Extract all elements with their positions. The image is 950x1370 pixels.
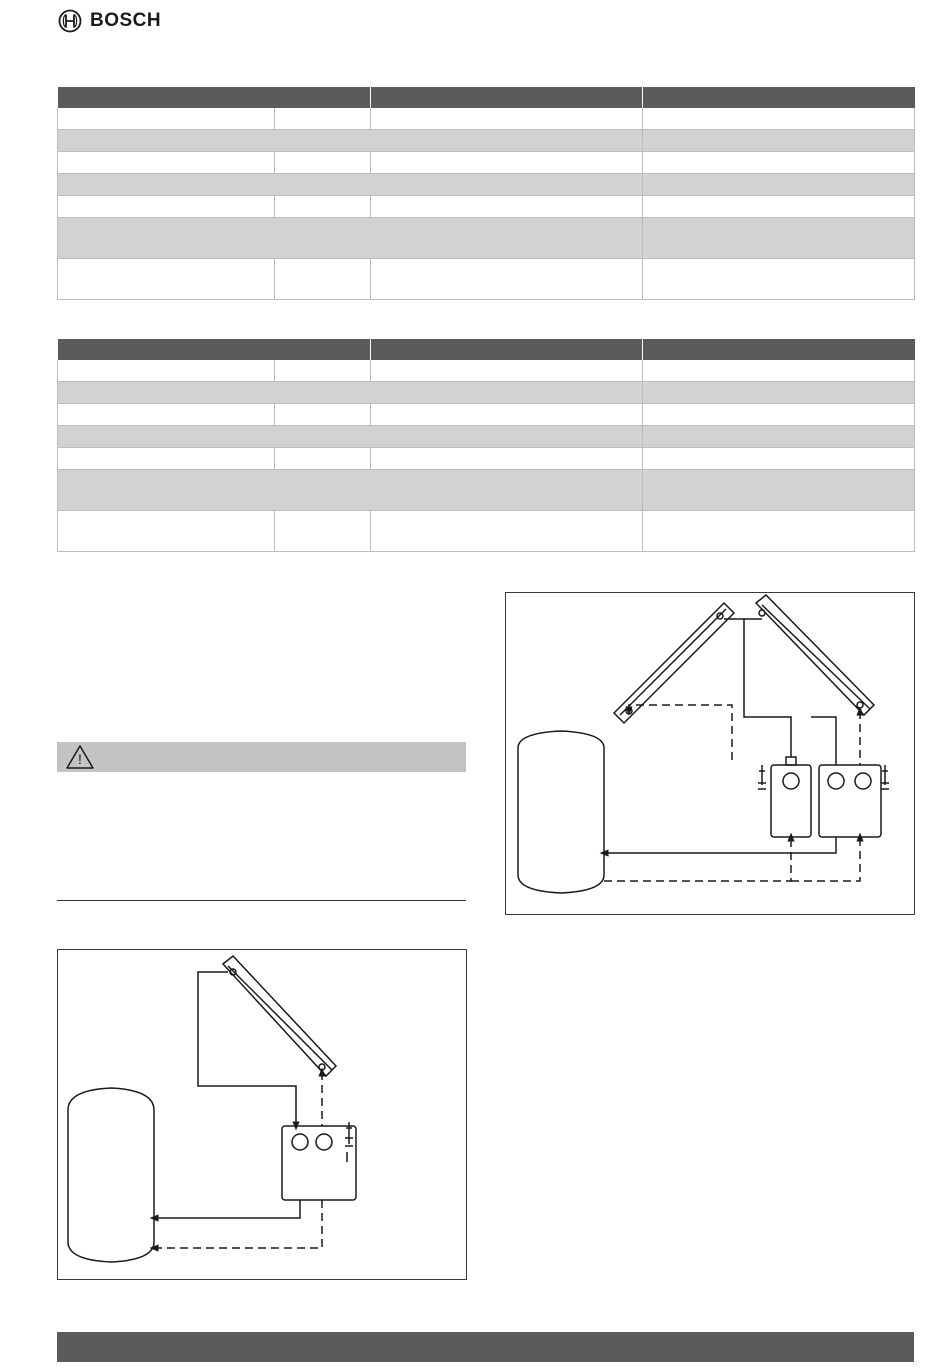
table-row [58, 152, 915, 174]
single-collector-diagram-art [58, 950, 466, 1279]
solar-collector-right [756, 595, 874, 715]
table-cell [58, 511, 275, 552]
table-cell [643, 511, 915, 552]
table-cell [275, 448, 371, 470]
table-cell [371, 382, 643, 404]
table-cell [371, 470, 643, 511]
table-cell [643, 470, 915, 511]
table-cell [643, 382, 915, 404]
table-cell [58, 448, 275, 470]
table-header-cell [58, 87, 371, 108]
warning-triangle-icon [65, 744, 95, 770]
table-cell [58, 196, 275, 218]
table-cell [643, 130, 915, 152]
brand-name: BOSCH [90, 10, 162, 31]
table-cell [58, 259, 275, 300]
table-row [58, 426, 915, 448]
table-cell [371, 130, 643, 152]
pump-station [282, 1122, 356, 1200]
table-cell [275, 360, 371, 382]
table-cell [275, 108, 371, 130]
table-cell [643, 196, 915, 218]
table-cell [58, 382, 371, 404]
table-cell [643, 426, 915, 448]
table-row [58, 511, 915, 552]
table-row [58, 196, 915, 218]
table-cell [371, 196, 643, 218]
table-header-row [58, 87, 915, 108]
table-cell [643, 448, 915, 470]
svg-text:!: ! [78, 751, 82, 767]
section-divider [57, 900, 466, 901]
table-cell [275, 152, 371, 174]
table-cell [275, 404, 371, 426]
table-header-cell [643, 87, 915, 108]
bosch-armature-icon [58, 9, 82, 33]
table-row [58, 382, 915, 404]
table-cell [643, 152, 915, 174]
single-collector-system-diagram [57, 949, 467, 1280]
table-row [58, 174, 915, 196]
table-row [58, 470, 915, 511]
table-cell [371, 448, 643, 470]
table-row [58, 218, 915, 259]
table-cell [371, 108, 643, 130]
table-row [58, 259, 915, 300]
table-cell [371, 259, 643, 300]
table-row [58, 404, 915, 426]
table-cell [275, 196, 371, 218]
table-cell [371, 218, 643, 259]
pump-station-double [819, 765, 889, 837]
table-cell [275, 511, 371, 552]
table-cell [643, 404, 915, 426]
spec-table-1 [57, 87, 915, 300]
table-row [58, 108, 915, 130]
warning-header-bar [57, 742, 466, 772]
table-cell [643, 174, 915, 196]
table-cell [58, 108, 275, 130]
table-cell [58, 174, 371, 196]
table-cell [643, 360, 915, 382]
table-header-cell [643, 339, 915, 360]
table-row [58, 448, 915, 470]
table-cell [371, 511, 643, 552]
twin-collector-system-diagram [505, 592, 915, 915]
table-cell [58, 426, 371, 448]
table-cell [371, 152, 643, 174]
table-row [58, 360, 915, 382]
table-cell [643, 218, 915, 259]
table-cell [371, 426, 643, 448]
storage-tank [68, 1088, 154, 1262]
solar-collector [223, 956, 336, 1076]
table-cell [371, 174, 643, 196]
table-cell [275, 259, 371, 300]
table-cell [643, 108, 915, 130]
twin-collector-diagram-art [506, 593, 914, 914]
brand-logo [58, 8, 161, 34]
table-row [58, 130, 915, 152]
table-cell [58, 218, 371, 259]
table-header-cell [371, 339, 643, 360]
table-header-cell [371, 87, 643, 108]
table-cell [371, 404, 643, 426]
footer-bar [57, 1332, 914, 1362]
table-cell [643, 259, 915, 300]
table-cell [58, 470, 371, 511]
table-cell [58, 404, 275, 426]
pump-station-single [758, 757, 811, 837]
table-cell [58, 130, 371, 152]
table-cell [371, 360, 643, 382]
table-cell [58, 360, 275, 382]
spec-table-2 [57, 339, 915, 552]
table-header-cell [58, 339, 371, 360]
table-header-row [58, 339, 915, 360]
table-cell [58, 152, 275, 174]
storage-tank [518, 731, 604, 893]
